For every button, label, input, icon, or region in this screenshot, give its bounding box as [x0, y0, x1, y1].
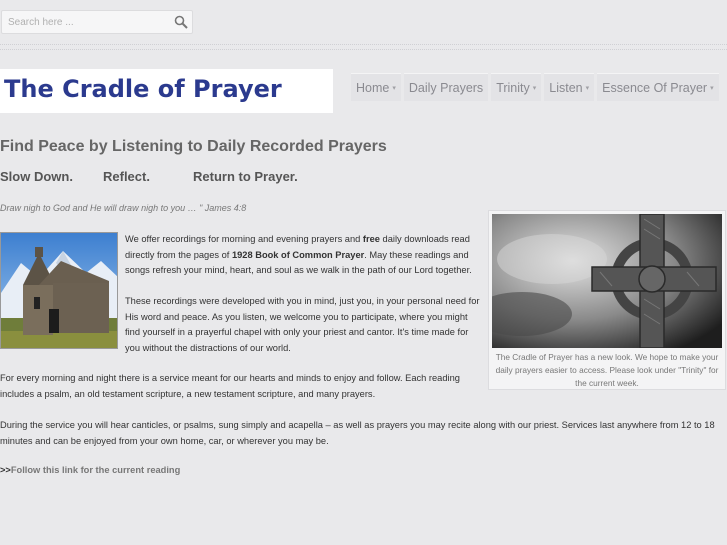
search-box: [1, 10, 193, 34]
nav-label: Listen: [549, 80, 583, 95]
recordings-paragraph: These recordings were developed with you in mind, just you, in your personal need for His word and peace. As you listen, we welcome you to participate, where you might find yourself in a prayerful chapel with only your priest and cantor. It's time made for you without the distractions of our world.: [125, 296, 480, 353]
nav-item-home[interactable]: [351, 73, 401, 101]
nav-label: Trinity: [496, 80, 530, 95]
service-paragraph: For every morning and night there is a service meant for our hearts and minds to enjoy and follow. Each reading includes a psalm, an old testament scripture, a new testament scripture, and many prayers.: [0, 373, 460, 399]
chevron-down-icon: ▾: [392, 84, 396, 92]
divider: [0, 44, 727, 45]
celtic-cross-image: [492, 214, 722, 348]
site-logo[interactable]: [0, 69, 333, 113]
nav-item-listen[interactable]: [544, 73, 594, 101]
link-arrows: >>: [0, 465, 11, 475]
tagline-slow-down: Slow Down.: [0, 169, 73, 184]
nav-item-essence-of-prayer[interactable]: [597, 73, 718, 101]
chevron-down-icon: ▾: [710, 84, 714, 92]
free-emphasis: free: [362, 234, 380, 244]
page-title: Find Peace by Listening to Daily Recorded Prayers: [0, 138, 387, 155]
nav-label: Home: [356, 80, 390, 95]
divider: [0, 49, 727, 50]
canticles-paragraph: During the service you will hear canticles, or psalms, sung simply and acapella – as well as prayers you may recite along with our priest. Services last anywhere from 12 to 18 minutes and can be enjoyed from your own home, car, or wherever you may be.: [0, 420, 715, 446]
text-span: We offer recordings for morning and evening prayers and: [125, 234, 363, 244]
current-reading-link[interactable]: [0, 465, 180, 475]
main-nav: [351, 73, 719, 101]
nav-item-trinity[interactable]: [491, 73, 541, 101]
link-text: Follow this link for the current reading: [10, 465, 181, 475]
intro-paragraph: [125, 232, 481, 279]
figure-caption: The Cradle of Prayer has a new look. We hope to make your daily prayers easier to access. Please look under "Trinity" for the current week.: [495, 352, 719, 388]
search-icon[interactable]: [174, 15, 188, 29]
book-title: 1928 Book of Common Prayer: [231, 249, 365, 260]
scripture-quote: Draw nigh to God and He will draw nigh to you … " James 4:8: [0, 203, 247, 213]
text-span: daily downloads read directly from the pages of: [125, 234, 470, 260]
celtic-cross-figure: [488, 210, 726, 390]
chevron-down-icon: ▾: [532, 84, 537, 92]
nav-label: Essence Of Prayer: [602, 80, 708, 95]
chevron-down-icon: ▾: [585, 84, 590, 92]
tagline-reflect: Reflect.: [103, 169, 150, 184]
tagline-return: Return to Prayer.: [193, 169, 298, 184]
search-input[interactable]: [8, 14, 168, 31]
nav-label: Daily Prayers: [408, 80, 484, 95]
logo-text: The Cradle of Prayer: [4, 75, 282, 103]
text-span: . May these readings and songs refresh your mind, heart, and soul as we walk in the path of our Lord together.: [125, 249, 472, 275]
church-image: [0, 232, 118, 349]
nav-item-daily-prayers[interactable]: [404, 73, 488, 101]
